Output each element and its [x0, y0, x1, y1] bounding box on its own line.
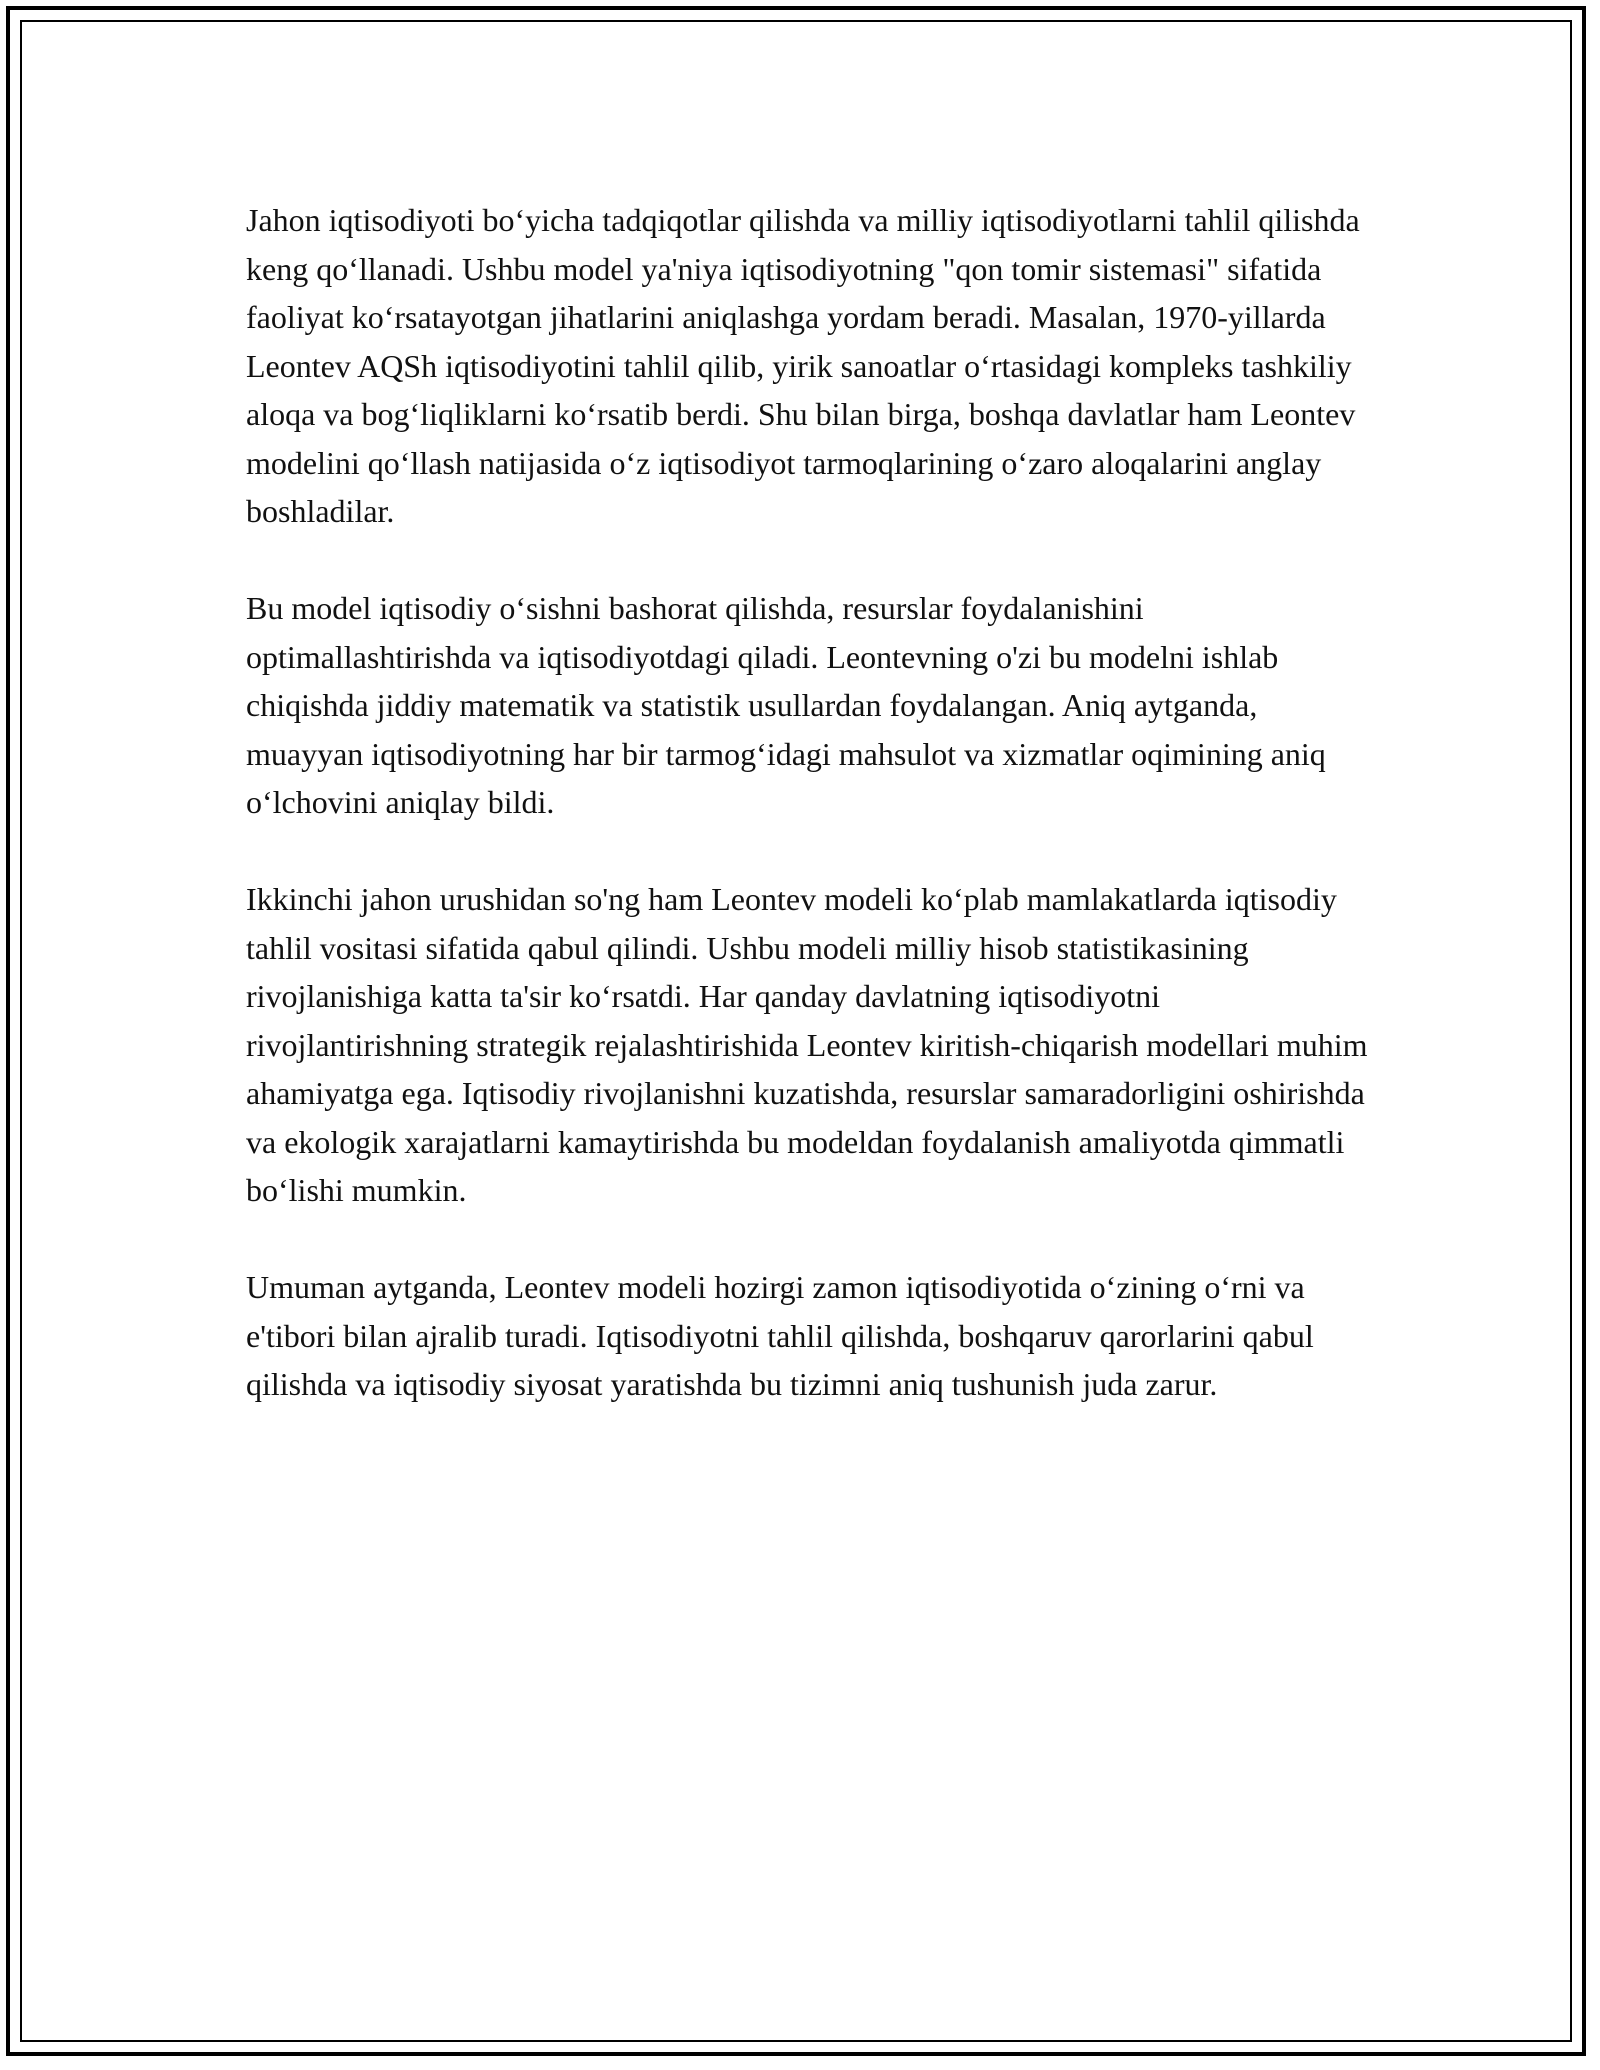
paragraph-2: Bu model iqtisodiy oʻsishni bashorat qilishda, resurslar foydalanishini optimallashtirishda va iqtisodiyotdagi qiladi. Leontevning o'zi bu modelni ishlab chiqishda jiddiy matematik va statistik usullardan foydalangan. Aniq aytganda, muayyan iqtisodiyotning har bir tarmogʻidagi mahsulot va xizmatlar oqimining aniq oʻlchovini aniqlay bildi.: [246, 590, 1326, 820]
paragraph-1: Jahon iqtisodiyoti boʻyicha tadqiqotlar qilishda va milliy iqtisodiyotlarni tahlil qilishda keng qoʻllanadi. Ushbu model ya'niya iqtisodiyotning "qon tomir sistemasi" sifatida faoliyat koʻrsatayotgan jihatlarini aniqlashga yordam beradi. Masalan, 1970-yillarda Leontev AQSh iqtisodiyotini tahlil qilib, yirik sanoatlar oʻrtasidagi kompleks tashkiliy aloqa va bogʻliqliklarni koʻrsatib berdi. Shu bilan birga, boshqa davlatlar ham Leontev modelini qoʻllash natijasida oʻz iqtisodiyot tarmoqlarining oʻzaro aloqalarini anglay boshladilar.: [246, 202, 1360, 529]
document-body: [246, 196, 1368, 1457]
paragraph-4: Umuman aytganda, Leontev modeli hozirgi zamon iqtisodiyotida oʻzining oʻrni va e'tibori bilan ajralib turadi. Iqtisodiyotni tahlil qilishda, boshqaruv qarorlarini qabul qilishda va iqtisodiy siyosat yaratishda bu tizimni aniq tushunish juda zarur.: [246, 1269, 1314, 1402]
paragraph-3: Ikkinchi jahon urushidan so'ng ham Leontev modeli koʻplab mamlakatlarda iqtisodiy tahlil vositasi sifatida qabul qilindi. Ushbu modeli milliy hisob statistikasining rivojlanishiga katta ta'sir koʻrsatdi. Har qanday davlatning iqtisodiyotni rivojlantirishning strategik rejalashtirishida Leontev kiritish-chiqarish modellari muhim ahamiyatga ega. Iqtisodiy rivojlanishni kuzatishda, resurslar samaradorligini oshirishda va ekologik xarajatlarni kamaytirishda bu modeldan foydalanish amaliyotda qimmatli boʻlishi mumkin.: [246, 881, 1368, 1208]
page-border-outer: [6, 6, 1586, 2056]
